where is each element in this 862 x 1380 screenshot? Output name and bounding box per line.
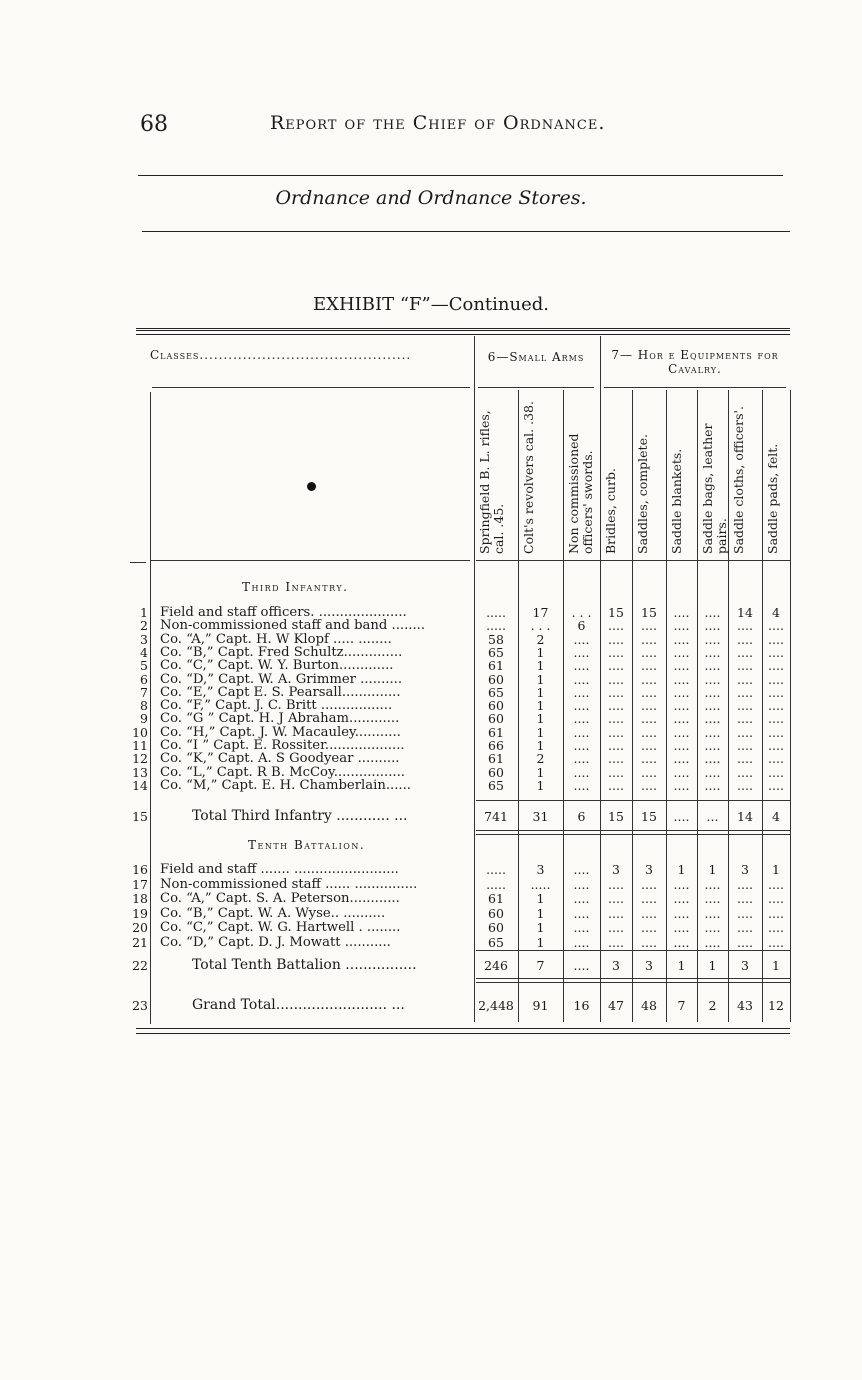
group-small-arms: 6—Small Arms	[487, 350, 585, 364]
table-cell: ....	[573, 711, 590, 727]
table-cell: .....	[486, 605, 506, 620]
row-number: 20	[132, 920, 148, 936]
table-cell: ....	[768, 738, 784, 753]
subtotal-rule-1	[476, 800, 790, 801]
rule-top	[138, 175, 783, 176]
table-cell: ....	[768, 777, 784, 793]
row-number: 15	[132, 809, 148, 824]
table-cell: ....	[641, 698, 657, 714]
table-cell: 47	[608, 998, 624, 1013]
table-cell: ....	[704, 751, 721, 767]
column-header: Non commissioned officers' swords.	[566, 433, 595, 554]
table-cell: 1	[536, 935, 545, 950]
table-cell: ....	[573, 684, 590, 700]
table-cell: ....	[673, 751, 690, 767]
table-cell: 15	[608, 605, 624, 620]
table-cell: ....	[704, 711, 721, 727]
table-cell: ....	[608, 644, 624, 660]
table-cell: ....	[673, 671, 690, 687]
table-cell: 1	[708, 958, 717, 973]
row-label: Field and staff ....... .........................	[160, 862, 399, 877]
subtotal-rule-2	[476, 950, 790, 951]
table-cell: 1	[677, 862, 686, 877]
table-cell: ....	[641, 764, 657, 780]
rownum-rule	[130, 562, 146, 563]
row-number: 5	[140, 658, 148, 674]
table-cell: ....	[737, 724, 753, 740]
table-cell: .....	[486, 876, 506, 892]
total-rule-1b	[476, 834, 790, 835]
table-cell: 60	[488, 905, 504, 921]
table-cell: 2	[708, 998, 717, 1013]
table-cell: ....	[673, 698, 690, 714]
table-cell: ....	[673, 631, 690, 647]
table-cell: ....	[737, 618, 753, 634]
table-cell: ....	[641, 644, 657, 660]
table-cell: ....	[768, 920, 784, 936]
row-label: Co. “D,” Capt. D. J. Mowatt ...........	[160, 935, 391, 950]
total-rule-1a	[476, 830, 790, 831]
table-cell: .....	[486, 862, 506, 877]
table-cell: ....	[641, 618, 657, 634]
table-cell: ....	[768, 698, 784, 714]
table-cell: ....	[704, 684, 721, 700]
row-number: 6	[140, 671, 148, 687]
table-cell: ....	[768, 644, 784, 660]
table-cell: 1	[677, 958, 686, 973]
table-cell: 3	[536, 862, 545, 877]
table-cell: ....	[768, 764, 784, 780]
table-cell: 14	[737, 605, 753, 620]
table-cell: ....	[737, 671, 753, 687]
table-cell: ....	[737, 751, 753, 767]
row-label: Co. “G ” Capt. H. J Abraham............	[160, 711, 400, 727]
table-cell: 16	[573, 998, 590, 1013]
table-cell: 741	[484, 809, 508, 824]
table-cell: 60	[488, 764, 504, 780]
table-cell: ....	[704, 920, 721, 936]
table-cell: ....	[704, 777, 721, 793]
table-cell: ....	[641, 905, 657, 921]
table-cell: .....	[530, 876, 551, 892]
table-cell: 43	[737, 998, 753, 1013]
table-cell: 1	[536, 711, 545, 727]
table-cell: ....	[737, 905, 753, 921]
column-header: Saddle bags, leather pairs.	[700, 423, 729, 554]
table-cell: 1	[536, 920, 545, 936]
table-cell: 61	[488, 891, 504, 907]
table-cell: ....	[704, 671, 721, 687]
table-cell: ....	[608, 891, 624, 907]
table-cell: ....	[573, 698, 590, 714]
total-rule-2b	[476, 982, 790, 983]
table-cell: 65	[488, 644, 504, 660]
table-cell: ....	[608, 711, 624, 727]
table-cell: 60	[488, 671, 504, 687]
table-cell: 3	[741, 958, 749, 973]
table-cell: ....	[768, 684, 784, 700]
row-number: 3	[140, 631, 148, 647]
table-cell: ....	[573, 671, 590, 687]
table-cell: 1	[536, 891, 545, 907]
row-label: Total Third Infantry ............ ...	[192, 808, 408, 824]
table-cell: ....	[573, 935, 590, 950]
table-cell: ....	[641, 891, 657, 907]
row-number: 12	[132, 751, 148, 767]
table-cell: ....	[768, 876, 784, 892]
table-cell: 1	[536, 777, 545, 793]
table-cell: ....	[737, 777, 753, 793]
table-cell: ....	[737, 658, 753, 674]
exhibit-title: EXHIBIT “F”—Continued.	[313, 294, 549, 315]
table-cell: ....	[737, 698, 753, 714]
table-cell: ....	[573, 958, 590, 973]
table-cell: ....	[573, 658, 590, 674]
table-cell: ....	[768, 905, 784, 921]
row-number: 7	[140, 684, 148, 700]
row-number: 11	[132, 738, 148, 753]
table-cell: ....	[573, 738, 590, 753]
table-cell: 1	[536, 724, 545, 740]
row-label: Co. “B,” Capt. W. A. Wyse.. ..........	[160, 905, 386, 921]
table-cell: ....	[573, 777, 590, 793]
table-cell: ....	[737, 876, 753, 892]
table-cell: ....	[768, 658, 784, 674]
table-cell: ....	[608, 738, 624, 753]
table-cell: ....	[641, 671, 657, 687]
table-cell: 60	[488, 698, 504, 714]
table-cell: ....	[768, 935, 784, 950]
table-cell: ....	[641, 738, 657, 753]
row-number: 18	[132, 891, 148, 907]
table-cell: ....	[641, 631, 657, 647]
table-cell: ....	[704, 764, 721, 780]
column-divider	[790, 390, 791, 1022]
table-cell: ....	[573, 631, 590, 647]
table-cell: ....	[641, 658, 657, 674]
table-cell: ....	[768, 631, 784, 647]
table-cell: 31	[532, 809, 549, 824]
row-number: 4	[140, 644, 148, 660]
table-cell: ....	[573, 920, 590, 936]
table-cell: ....	[673, 618, 690, 634]
row-label: Field and staff officers. .....................	[160, 605, 407, 620]
table-cell: ....	[673, 738, 690, 753]
table-cell: ....	[737, 644, 753, 660]
table-cell: ....	[673, 876, 690, 892]
table-cell: ....	[573, 751, 590, 767]
table-cell: ....	[673, 684, 690, 700]
table-cell: 60	[488, 711, 504, 727]
table-cell: ....	[737, 684, 753, 700]
table-cell: 61	[488, 658, 504, 674]
column-header: Saddle cloths, officers'.	[731, 406, 746, 554]
table-cell: 1	[536, 684, 545, 700]
table-cell: 1	[536, 644, 545, 660]
header-bottom-2	[476, 560, 790, 561]
table-cell: 246	[484, 958, 508, 973]
row-label: Grand Total......................... ...	[192, 997, 405, 1013]
table-cell: 6	[577, 809, 586, 824]
table-cell: ....	[673, 658, 690, 674]
table-cell: ....	[673, 891, 690, 907]
table-cell: ....	[608, 751, 624, 767]
table-cell: ....	[704, 876, 721, 892]
table-cell: 1	[772, 862, 780, 877]
row-label: Co. “A,” Capt. S. A. Peterson............	[160, 891, 400, 907]
total-rule-2a	[476, 978, 790, 979]
row-label: Total Tenth Battalion ................	[192, 957, 417, 973]
table-cell: 2,448	[478, 998, 514, 1013]
table-cell: ....	[704, 698, 721, 714]
group-underline-2	[604, 387, 786, 388]
table-cell: 1	[772, 958, 780, 973]
table-cell: ....	[673, 764, 690, 780]
group-horse-equipments: 7— Hor e Equipments for Cavalry.	[611, 348, 779, 376]
row-number: 19	[132, 905, 148, 921]
column-header: Saddles, complete.	[635, 434, 650, 554]
row-number: 10	[132, 724, 148, 740]
table-cell: 15	[641, 809, 657, 824]
table-cell: ....	[768, 618, 784, 634]
subtitle: Ordnance and Ordnance Stores.	[275, 187, 587, 209]
table-cell: ....	[608, 658, 624, 674]
row-label: Co. “A,” Capt. H. W Klopf ..... ........	[160, 631, 392, 647]
table-cell: ....	[673, 724, 690, 740]
column-header: Saddle pads, felt.	[765, 443, 780, 554]
table-cell: ....	[768, 671, 784, 687]
table-top-rule-2	[136, 334, 790, 335]
row-label: Co. “B,” Capt. Fred Schultz..............	[160, 644, 403, 660]
table-cell: ....	[768, 751, 784, 767]
row-label: Co. “C,” Capt. W. Y. Burton.............	[160, 658, 394, 674]
classes-underline	[152, 387, 470, 388]
table-top-rule	[136, 328, 790, 331]
table-cell: ....	[737, 920, 753, 936]
table-cell: ....	[608, 920, 624, 936]
table-cell: 60	[488, 920, 504, 936]
table-cell: ....	[704, 905, 721, 921]
table-cell: 1	[536, 738, 545, 753]
table-cell: ....	[704, 658, 721, 674]
table-cell: 17	[532, 605, 549, 620]
table-cell: .....	[486, 618, 506, 634]
table-cell: ....	[704, 644, 721, 660]
row-label: Co. “H,” Capt. J. W. Macauley...........	[160, 724, 401, 740]
table-cell: ....	[673, 777, 690, 793]
table-cell: ...	[706, 809, 719, 824]
table-cell: 48	[641, 998, 657, 1013]
table-cell: ....	[704, 891, 721, 907]
table-cell: ....	[673, 711, 690, 727]
table-cell: ....	[704, 935, 721, 950]
row-number: 17	[132, 876, 148, 892]
row-label: Non-commissioned staff and band ........	[160, 618, 426, 634]
table-cell: ....	[608, 905, 624, 921]
rule-below-subtitle	[142, 231, 790, 232]
table-cell: ....	[608, 777, 624, 793]
table-cell: ....	[737, 935, 753, 950]
row-label: Co. “K,” Capt. A. S Goodyear ..........	[160, 751, 400, 767]
table-cell: ....	[641, 724, 657, 740]
column-header: Colt's revolvers cal. .38.	[521, 401, 536, 554]
table-cell: ....	[641, 684, 657, 700]
table-cell: 15	[641, 605, 657, 620]
table-cell: 3	[741, 862, 749, 877]
table-cell: ....	[768, 891, 784, 907]
table-cell: ....	[704, 618, 721, 634]
row-number: 8	[140, 698, 148, 714]
page-number: 68	[140, 112, 168, 137]
table-cell: ....	[704, 631, 721, 647]
column-header: Springfield B. L. rifles, cal. .45.	[477, 410, 506, 554]
table-cell: 2	[536, 631, 545, 647]
table-cell: 1	[536, 905, 545, 921]
row-label: Non-commissioned staff ...... ...............	[160, 876, 418, 892]
table-cell: ....	[608, 684, 624, 700]
table-cell: 3	[645, 958, 653, 973]
row-number: 23	[132, 998, 148, 1013]
table-cell: 2	[536, 751, 545, 767]
table-cell: ....	[737, 891, 753, 907]
table-cell: ....	[573, 891, 590, 907]
table-cell: ....	[768, 724, 784, 740]
table-cell: ....	[608, 724, 624, 740]
table-cell: 61	[488, 751, 504, 767]
table-cell: ....	[573, 876, 590, 892]
table-cell: ....	[673, 605, 690, 620]
table-cell: ....	[641, 920, 657, 936]
column-header: Saddle blankets.	[669, 448, 684, 554]
section-third-infantry: Third Infantry.	[242, 580, 349, 594]
table-cell: ....	[704, 605, 721, 620]
table-cell: 65	[488, 684, 504, 700]
table-cell: 66	[488, 738, 504, 753]
table-cell: 1	[536, 764, 545, 780]
table-cell: ....	[608, 631, 624, 647]
row-number: 9	[140, 711, 148, 727]
classes-label: Classes............................................	[150, 348, 412, 362]
row-label: Co. “L,” Capt. R B. McCoy.................	[160, 764, 405, 780]
table-cell: ....	[641, 777, 657, 793]
table-cell: 6	[577, 618, 586, 634]
table-cell: ....	[673, 935, 690, 950]
table-cell: 7	[536, 958, 545, 973]
table-cell: 14	[737, 809, 753, 824]
table-cell: ....	[608, 618, 624, 634]
running-head: Report of the Chief of Ordnance.	[270, 112, 606, 134]
row-label: Co. “I ” Capt. E. Rossiter...................	[160, 738, 405, 753]
table-cell: 1	[536, 658, 545, 674]
table-cell: ....	[641, 876, 657, 892]
table-cell: ....	[573, 644, 590, 660]
table-cell: ....	[608, 671, 624, 687]
table-cell: ....	[673, 644, 690, 660]
table-cell: ....	[641, 711, 657, 727]
table-cell: 7	[677, 998, 686, 1013]
decorative-dot	[307, 482, 316, 491]
label-column-divider	[150, 392, 151, 1024]
table-cell: 3	[645, 862, 653, 877]
table-cell: ....	[673, 905, 690, 921]
table-bottom-rule-2	[136, 1033, 790, 1034]
row-number: 2	[140, 618, 148, 634]
table-bottom-rule	[136, 1028, 790, 1029]
row-label: Co. “E,” Capt E. S. Pearsall..............	[160, 684, 401, 700]
table-cell: 61	[488, 724, 504, 740]
row-label: Co. “C,” Capt. W. G. Hartwell . ........	[160, 920, 401, 936]
row-number: 16	[132, 862, 148, 877]
table-cell: ....	[573, 862, 590, 877]
table-cell: ....	[737, 738, 753, 753]
table-cell: ....	[768, 711, 784, 727]
table-cell: 12	[768, 998, 784, 1013]
row-number: 22	[132, 958, 148, 973]
table-cell: 91	[532, 998, 549, 1013]
table-cell: ....	[737, 711, 753, 727]
table-cell: 1	[708, 862, 717, 877]
table-cell: 58	[488, 631, 504, 647]
table-cell: 3	[612, 958, 620, 973]
table-cell: 65	[488, 935, 504, 950]
table-cell: 1	[536, 671, 545, 687]
row-label: Co. “D,” Capt. W. A. Grimmer ..........	[160, 671, 403, 687]
table-cell: ....	[673, 920, 690, 936]
header-bottom-1	[150, 560, 470, 561]
table-cell: ....	[641, 751, 657, 767]
row-number: 1	[140, 605, 148, 620]
table-cell: . . .	[571, 605, 592, 620]
table-cell: ....	[573, 905, 590, 921]
table-cell: 4	[772, 605, 780, 620]
table-cell: ....	[737, 631, 753, 647]
table-cell: ....	[608, 935, 624, 950]
row-label: Co. “F,” Capt. J. C. Britt .................	[160, 698, 393, 714]
row-number: 21	[132, 935, 148, 950]
table-cell: 3	[612, 862, 620, 877]
row-number: 13	[132, 764, 148, 780]
table-cell: 65	[488, 777, 504, 793]
table-cell: ....	[704, 738, 721, 753]
table-cell: ....	[704, 724, 721, 740]
column-header: Bridles, curb.	[603, 468, 618, 554]
section-tenth-battalion: Tenth Battalion.	[248, 838, 366, 852]
group-underline-1	[478, 387, 594, 388]
row-label: Co. “M,” Capt. E. H. Chamberlain......	[160, 777, 411, 793]
table-cell: 4	[772, 809, 780, 824]
table-cell: ....	[737, 764, 753, 780]
table-cell: ....	[641, 935, 657, 950]
table-cell: ....	[608, 876, 624, 892]
table-cell: . . .	[530, 618, 551, 634]
table-cell: ....	[673, 809, 690, 824]
table-cell: ....	[573, 724, 590, 740]
table-cell: 15	[608, 809, 624, 824]
table-cell: ....	[573, 764, 590, 780]
table-cell: ....	[608, 698, 624, 714]
row-number: 14	[132, 777, 148, 793]
table-cell: ....	[608, 764, 624, 780]
table-cell: 1	[536, 698, 545, 714]
